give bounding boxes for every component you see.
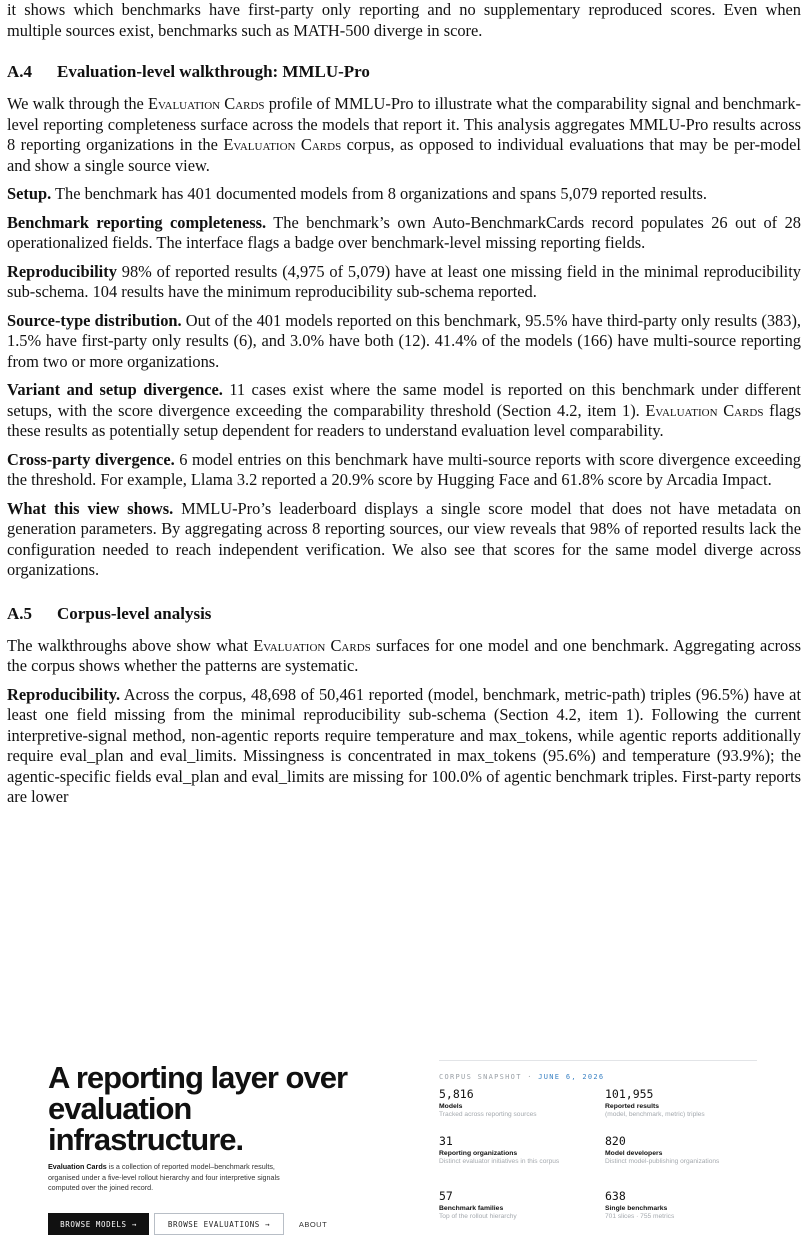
brand-name: Evaluation Cards <box>223 135 342 154</box>
section-title: Evaluation-level walkthrough: MMLU-Pro <box>57 62 370 81</box>
stat-sub: Tracked across reporting sources <box>439 1111 537 1118</box>
text-run: 6 model entries on this benchmark have multi-source reports with score divergence exceeding the threshold. For example, Llama 3.2 reported a 20.9% score by Hugging Face and 61.8% score by Arcadia Impact. <box>7 449 802 489</box>
paragraph-label: Reproducibility <box>7 261 117 281</box>
stat-value: 638 <box>605 1189 626 1203</box>
stat-single-benchmarks <box>605 1189 755 1222</box>
text-run: Out of the 401 models reported on this benchmark, 95.5% have third-party only results (383), 1.5% have first-party only results (6), and 3.0% have both (12). 41.4% of the models (166) have multi-source reporting from two or more organizations. <box>7 310 801 371</box>
text-run: 98% of reported results (4,975 of 5,079) have at least one missing field in the minimal reproducibility sub-schema. 104 results have the minimum reproducibility sub-schema reported. <box>7 261 801 301</box>
text-run: surfaces for one model and one benchmark. Aggregating across the corpus shows whether the patterns are systematic. <box>7 635 802 675</box>
section-number: A.4 <box>7 62 33 81</box>
text-run: Across the corpus, 48,698 of 50,461 reported (model, benchmark, metric-path) triples (96.5%) have at least one field missing from the minimal reproducibility sub-schema (Section 4.2, item 1). Following the current interpretive-signal method, non-agentic reports require temperature and max_tokens, while agentic reports additionally require eval_plan and eval_limits. Missingness is concentrated in max_tokens (95.6%) and temperature (93.9%); the agentic-specific fields eval_plan and eval_limits are missing for 100.0% of agentic benchmark triples. First-party reports are lower <box>7 684 801 806</box>
section-title: Corpus-level analysis <box>57 603 212 623</box>
paragraph-label: Setup. <box>7 184 52 203</box>
browse-evaluations-button[interactable]: BROWSE EVALUATIONS → <box>154 1213 284 1235</box>
completeness-paragraph <box>7 213 801 254</box>
stat-value: 31 <box>439 1134 453 1148</box>
about-link[interactable]: ABOUT <box>298 1219 328 1229</box>
stat-sub: Top of the rollout hierarchy <box>439 1213 517 1220</box>
brand-name: Evaluation Cards <box>645 400 764 420</box>
stat-label: Benchmark families <box>439 1205 504 1212</box>
snapshot-date: JUNE 6, 2026 <box>538 1073 605 1081</box>
paragraph-label: Variant and setup divergence. <box>7 380 223 399</box>
brand-name: Evaluation Cards <box>147 94 265 113</box>
stat-label: Single benchmarks <box>605 1205 668 1212</box>
stat-value: 101,955 <box>605 1087 654 1101</box>
stat-model-developers <box>605 1134 755 1167</box>
divider <box>439 1060 757 1061</box>
reproducibility-paragraph <box>7 262 801 303</box>
text-run: profile of MMLU-Pro to illustrate what the comparability signal and benchmark-level reporting completeness surface across the models that report it. This analysis aggregates MMLU-Pro results across 8 reporting organizations in the <box>7 94 802 154</box>
paragraph-label: Benchmark reporting completeness. <box>7 212 267 232</box>
text-run: MMLU-Pro’s leaderboard displays a single score model that does not have metadata on generation parameters. By aggregating across 8 reporting sources, our view reveals that 98% of reported results lack the configuration needed to reach independent verification. We also see that scores for the same model diverge across organizations. <box>7 498 802 579</box>
variant-paragraph <box>7 380 801 442</box>
paper-text-column <box>7 0 801 816</box>
stat-value: 5,816 <box>439 1087 474 1101</box>
text-run: 11 cases exist where the same model is reported on this benchmark under different setups, with the score divergence exceeding the comparability threshold (Section 4.2, item 1). <box>7 380 801 420</box>
stat-sub: 701 slices · 755 metrics <box>605 1213 675 1220</box>
section-heading-a4 <box>7 61 801 82</box>
corpus-reproducibility-paragraph <box>7 685 801 808</box>
text-run: We walk through the <box>7 94 148 113</box>
hero-title: A reporting layer over evaluation infrastructure. <box>48 1060 348 1157</box>
what-shows-paragraph <box>7 499 801 581</box>
intro-paragraph: it shows which benchmarks have first-party only reporting and no supplementary reproduced scores. Even when multiple sources exist, benchmarks such as MATH-500 diverge in score. <box>7 0 801 40</box>
text-run: flags these results as potentially setup dependent for readers to understand evaluation level comparability. <box>7 400 801 440</box>
stat-sub: (model, benchmark, metric) triples <box>605 1111 705 1118</box>
section-heading-a5 <box>7 603 801 624</box>
stat-label: Reporting organizations <box>439 1150 518 1157</box>
paragraph-label: Cross-party divergence. <box>7 449 175 469</box>
paragraph-label: What this view shows. <box>7 498 174 518</box>
hero-description <box>48 1162 298 1194</box>
snapshot-label: CORPUS SNAPSHOT · <box>439 1073 539 1081</box>
brand-name: Evaluation Cards <box>48 1162 107 1171</box>
cross-party-paragraph <box>7 450 801 491</box>
stat-reported-results <box>605 1087 755 1120</box>
website-screenshot-figure <box>0 1060 808 1242</box>
browse-models-button[interactable]: BROWSE MODELS → <box>48 1213 149 1235</box>
a5-intro-paragraph <box>7 636 801 677</box>
paragraph-label: Reproducibility. <box>7 684 121 704</box>
stat-reporting-organizations <box>439 1134 579 1167</box>
a4-intro-paragraph <box>7 94 801 176</box>
source-type-paragraph <box>7 311 801 373</box>
stat-value: 57 <box>439 1189 453 1203</box>
brand-name: Evaluation Cards <box>253 635 371 655</box>
setup-paragraph <box>7 184 801 205</box>
stat-label: Reported results <box>605 1103 660 1110</box>
text-run: corpus, as opposed to individual evaluations that may be per-model and show a single source view. <box>7 135 801 175</box>
stat-label: Models <box>439 1103 463 1110</box>
stat-sub: Distinct evaluator initiatives in this corpus <box>439 1158 560 1165</box>
text-run: The walkthroughs above show what <box>7 635 254 655</box>
stat-label: Model developers <box>605 1150 663 1157</box>
section-number: A.5 <box>7 603 33 623</box>
snapshot-heading <box>439 1073 604 1081</box>
paragraph-label: Source-type distribution. <box>7 310 182 330</box>
stat-models <box>439 1087 589 1120</box>
text-run: The benchmark has 401 documented models from 8 organizations and spans 5,079 reported results. <box>51 184 707 203</box>
stat-benchmark-families <box>439 1189 589 1222</box>
stat-value: 820 <box>605 1134 626 1148</box>
text-run: The benchmark’s own Auto-BenchmarkCards record populates 26 out of 28 operationalized fields. The interface flags a badge over benchmark-level missing reporting fields. <box>7 212 801 252</box>
text-run: is a collection of reported model–benchmark results, organised under a five-level rollout hierarchy and four interpretive signals computed over the joined record. <box>48 1162 280 1192</box>
stat-sub: Distinct model-publishing organizations <box>605 1158 720 1165</box>
